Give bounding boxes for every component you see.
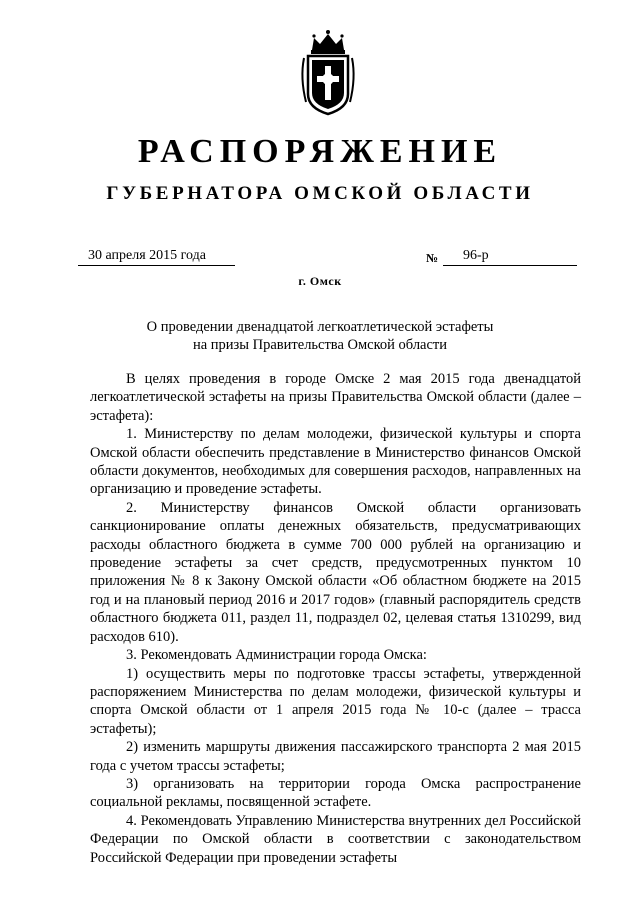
document-subject bbox=[100, 318, 540, 354]
paragraph-item-1: 1. Министерству по делам молодежи, физической культуры и спорта Омской области обеспечить представление в Министерство финансов Омской области документов, необходимых для совершения расходов, направленных на организацию и проведение эстафеты. bbox=[90, 426, 581, 498]
paragraph-item-2: 2. Министерству финансов Омской области организовать санкционирование оплаты денежных обязательств, предусматривающих расходы областного бюджета в сумме 700 000 рублей на организацию и проведение эстафеты за счет средств, предусмотренных пунктом 10 приложения № 8 к Закону Омской области «Об областном бюджете на 2015 год и на плановый период 2016 и 2017 годов» (главный распорядитель средств областного бюджета 011, раздел 11, подраздел 02, целевая статья 1310299, вид расходов 610). bbox=[90, 499, 581, 645]
coat-of-arms-icon bbox=[298, 28, 358, 116]
document-date: 30 апреля 2015 года bbox=[78, 247, 235, 266]
paragraph-item-3-1: 1) осуществить меры по подготовке трассы эстафеты, утвержденной распоряжением Министерства по делам молодежи, физической культуры и спорта Омской области от 1 апреля 2015 года № 10-с (далее – трасса эстафеты); bbox=[90, 665, 581, 737]
issuer-title: ГУБЕРНАТОРА ОМСКОЙ ОБЛАСТИ bbox=[106, 183, 534, 204]
subject-line-2: на призы Правительства Омской области bbox=[192, 337, 448, 353]
subject-line-1: О проведении двенадцатой легкоатлетической эстафеты bbox=[146, 319, 494, 335]
document-number: 96-р bbox=[443, 247, 577, 266]
paragraph-preamble: В целях проведения в городе Омске 2 мая 2015 года двенадцатой легкоатлетической эстафеты на призы Правительства Омской области (далее – эстафета): bbox=[90, 371, 581, 424]
paragraph-item-3-2: 2) изменить маршруты движения пассажирского транспорта 2 мая 2015 года с учетом трассы эстафеты; bbox=[90, 739, 581, 774]
document-type-title: РАСПОРЯЖЕНИЕ bbox=[137, 133, 503, 170]
paragraph-item-4: 4. Рекомендовать Управлению Министерства внутренних дел Российской Федерации по Омской области в соответствии с законодательством Российской Федерации при проведении эстафеты bbox=[90, 812, 581, 866]
paragraph-item-3-3: 3) организовать на территории города Омска распространение социальной рекламы, посвященной эстафете. bbox=[90, 775, 581, 811]
paragraph-item-3: 3. Рекомендовать Администрации города Омска: bbox=[126, 647, 427, 664]
document-body bbox=[90, 370, 581, 867]
city: г. Омск bbox=[298, 274, 342, 288]
number-label: № bbox=[426, 251, 439, 265]
